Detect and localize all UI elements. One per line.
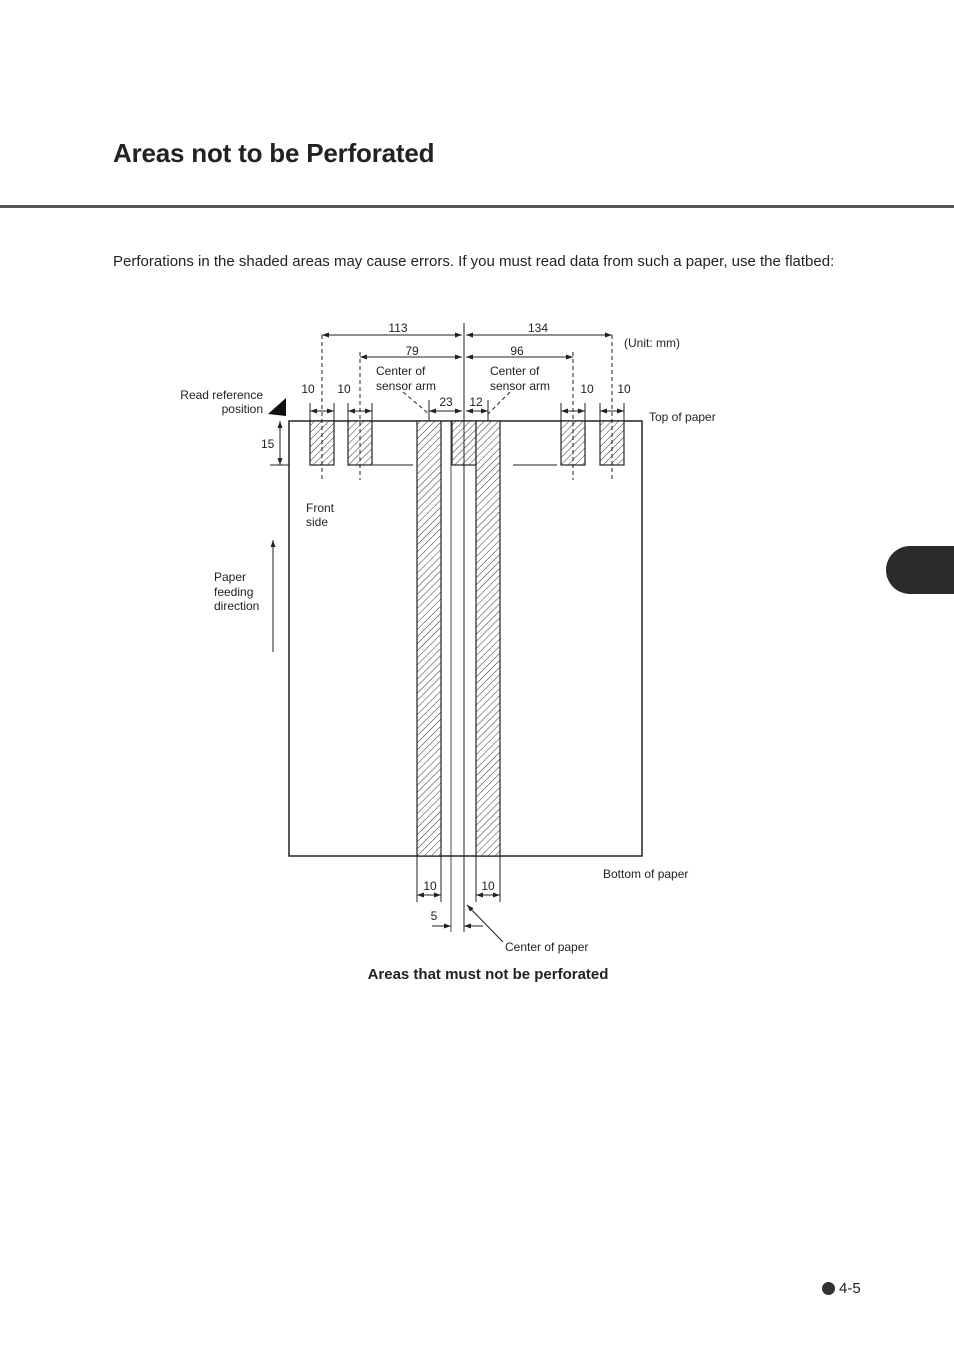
feed-direction-label-3: direction bbox=[214, 599, 260, 613]
dim-134: 134 bbox=[527, 321, 549, 335]
dim-10-bottom-right: 10 bbox=[481, 879, 495, 893]
dim-5: 5 bbox=[430, 909, 438, 923]
feed-direction-label-2: feeding bbox=[214, 585, 254, 599]
dim-10-c: 10 bbox=[580, 382, 594, 396]
dim-10-b: 10 bbox=[337, 382, 351, 396]
shaded-strip-right bbox=[476, 421, 500, 856]
read-reference-label-1: Read reference bbox=[180, 388, 263, 402]
front-side-label-2: side bbox=[306, 515, 329, 529]
sensor-right-label-1: Center of bbox=[490, 364, 540, 378]
bullet-icon bbox=[822, 1282, 835, 1295]
center-of-paper-label: Center of paper bbox=[505, 940, 589, 954]
page-number bbox=[822, 1280, 861, 1297]
dim-12: 12 bbox=[469, 395, 483, 409]
shaded-strip-left bbox=[417, 421, 441, 856]
read-reference-marker bbox=[268, 398, 286, 416]
dim-113: 113 bbox=[388, 321, 408, 335]
page-number-text: 4-5 bbox=[839, 1280, 861, 1297]
unit-label: (Unit: mm) bbox=[624, 336, 680, 350]
dim-96: 96 bbox=[510, 344, 524, 358]
dim-10-bottom-left: 10 bbox=[423, 879, 437, 893]
dim-10-a: 10 bbox=[301, 382, 315, 396]
sensor-left-label-1: Center of bbox=[376, 364, 426, 378]
top-of-paper-label: Top of paper bbox=[649, 410, 716, 424]
read-reference-label-2: position bbox=[221, 402, 263, 416]
sensor-right-label-2: sensor arm bbox=[490, 379, 551, 393]
shaded-areas bbox=[310, 421, 624, 856]
feed-direction-label-1: Paper bbox=[214, 570, 247, 584]
intro-paragraph: Perforations in the shaded areas may cause errors. If you must read data from such a paper, use the flatbed: bbox=[113, 253, 835, 270]
dim-23: 23 bbox=[439, 395, 453, 409]
paper-outline bbox=[289, 421, 642, 856]
bottom-of-paper-label: Bottom of paper bbox=[603, 867, 689, 881]
dim-10-d: 10 bbox=[617, 382, 631, 396]
dim-15: 15 bbox=[261, 437, 275, 451]
page-title: Areas not to be Perforated bbox=[113, 138, 435, 168]
diagram-caption: Areas that must not be perforated bbox=[367, 966, 609, 983]
sensor-left-label-2: sensor arm bbox=[376, 379, 437, 393]
front-side-label-1: Front bbox=[306, 501, 335, 515]
dim-79: 79 bbox=[405, 344, 419, 358]
